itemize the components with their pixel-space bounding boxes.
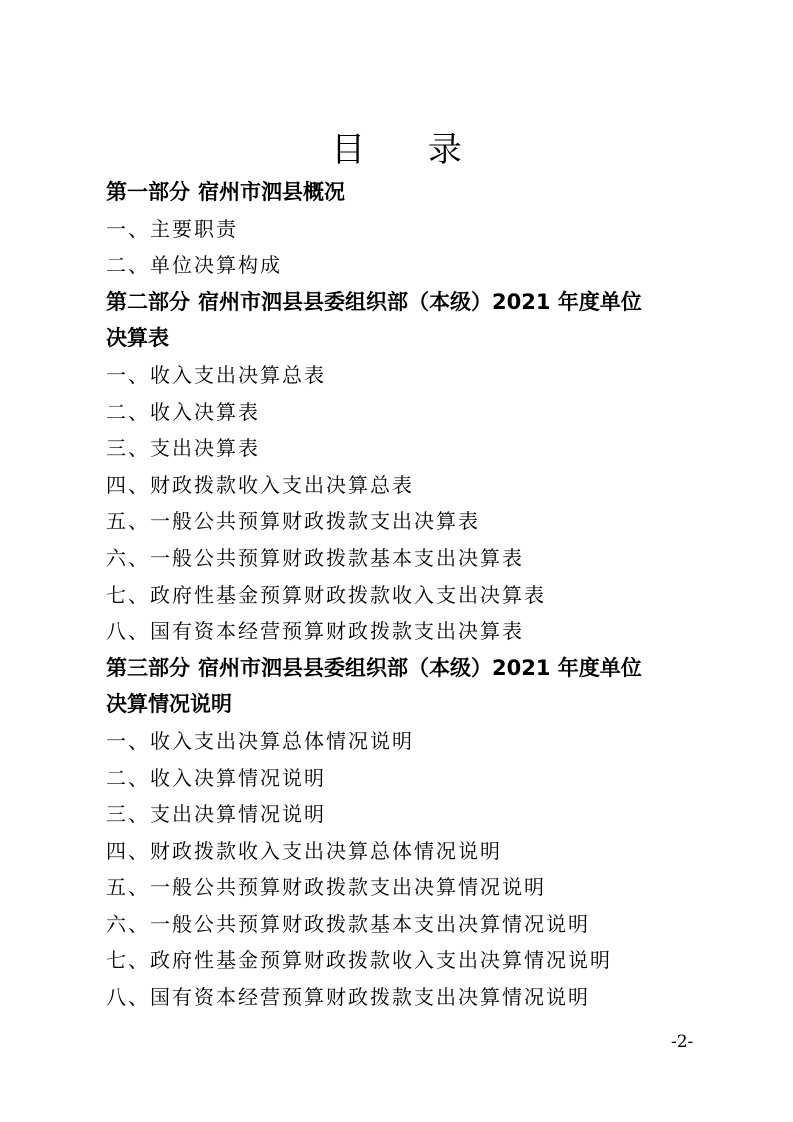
toc-part-text: 宿州市泗县概况 bbox=[198, 180, 345, 204]
toc-item[interactable]: 七、政府性基金预算财政拨款收入支出决算表 bbox=[106, 582, 546, 607]
toc-item[interactable]: 七、政府性基金预算财政拨款收入支出决算情况说明 bbox=[106, 948, 612, 973]
toc-item[interactable]: 五、一般公共预算财政拨款支出决算情况说明 bbox=[106, 875, 546, 900]
toc-part-label: 第三部分 bbox=[106, 655, 190, 680]
toc-item[interactable]: 一、收入支出决算总体情况说明 bbox=[106, 728, 414, 753]
page-title: 目 录 bbox=[331, 130, 488, 170]
toc-part-text: 宿州市泗县县委组织部（本级）2021 年度单位 bbox=[198, 289, 642, 314]
toc-part-3-heading[interactable] bbox=[106, 650, 706, 687]
toc-item[interactable]: 一、收入支出决算总表 bbox=[106, 362, 326, 387]
toc-item[interactable]: 二、收入决算情况说明 bbox=[106, 765, 326, 790]
toc-item[interactable]: 四、财政拨款收入支出决算总体情况说明 bbox=[106, 838, 502, 863]
toc-item[interactable]: 三、支出决算情况说明 bbox=[106, 802, 326, 827]
toc-part-text: 宿州市泗县县委组织部（本级）2021 年度单位 bbox=[198, 655, 642, 680]
toc-item[interactable]: 六、一般公共预算财政拨款基本支出决算表 bbox=[106, 545, 524, 570]
toc-part-1-heading[interactable] bbox=[106, 174, 706, 211]
toc-part-2-heading-continued[interactable]: 决算表 bbox=[106, 326, 169, 351]
toc-item[interactable]: 三、支出决算表 bbox=[106, 436, 260, 461]
toc-item[interactable]: 五、一般公共预算财政拨款支出决算表 bbox=[106, 509, 480, 534]
toc-item[interactable]: 二、收入决算表 bbox=[106, 399, 260, 424]
toc-item[interactable]: 八、国有资本经营预算财政拨款支出决算情况说明 bbox=[106, 985, 590, 1010]
toc-part-2-heading[interactable] bbox=[106, 284, 706, 321]
toc-part-3-heading-continued[interactable]: 决算情况说明 bbox=[106, 692, 232, 717]
toc-item[interactable]: 六、一般公共预算财政拨款基本支出决算情况说明 bbox=[106, 911, 590, 936]
toc-item[interactable]: 八、国有资本经营预算财政拨款支出决算表 bbox=[106, 619, 524, 644]
table-of-contents bbox=[106, 174, 706, 1016]
toc-part-label: 第二部分 bbox=[106, 289, 190, 314]
toc-item[interactable]: 一、主要职责 bbox=[106, 216, 238, 241]
toc-item[interactable]: 二、单位决算构成 bbox=[106, 253, 282, 278]
toc-part-label: 第一部分 bbox=[106, 180, 190, 204]
toc-item[interactable]: 四、财政拨款收入支出决算总表 bbox=[106, 472, 414, 497]
page-number: -2- bbox=[671, 1032, 694, 1052]
